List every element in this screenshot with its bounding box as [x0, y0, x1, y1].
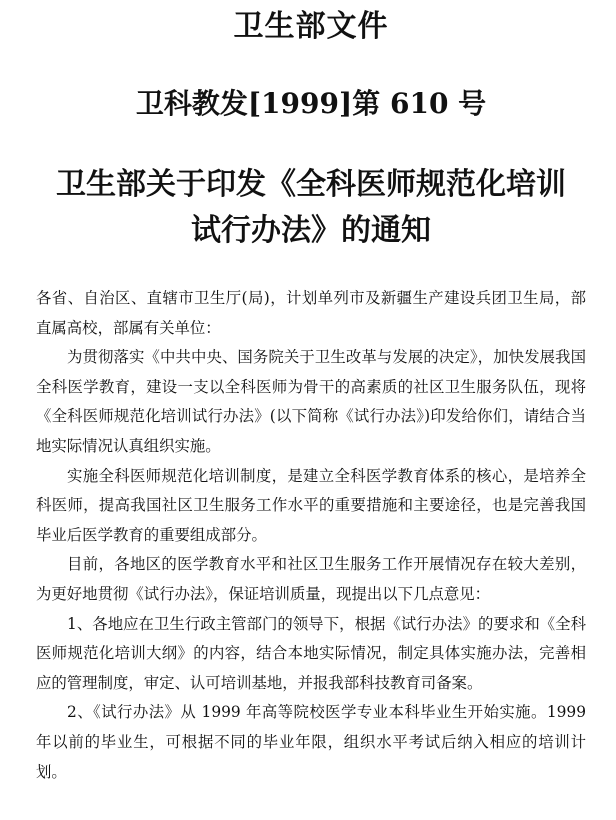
document-body [36, 284, 586, 787]
document-page [0, 8, 616, 820]
title-line: 试行办法》的通知 [191, 213, 431, 248]
document-header [36, 8, 586, 254]
title-line: 卫生部关于印发《全科医师规范化培训 [56, 167, 566, 202]
body-paragraph: 实施全科医师规范化培训制度，是建立全科医学教育体系的核心，是培养全科医师，提高我国社区卫生服务工作水平的重要措施和主要途径，也是完善我国毕业后医学教育的重要组成部分。 [36, 466, 586, 544]
document-title [36, 162, 586, 254]
body-paragraph: 1、各地应在卫生行政主管部门的领导下，根据《试行办法》的要求和《全科医师规范化培训大纲》的内容，结合本地实际情况，制定具体实施办法，完善相应的管理制度，审定、认可培训基地，并报我部科技教育司备案。 [36, 614, 586, 692]
body-paragraph: 为贯彻落实《中共中央、国务院关于卫生改革与发展的决定》，加快发展我国全科医学教育，建设一支以全科医师为骨干的高素质的社区卫生服务队伍，现将《全科医师规范化培训试行办法》(以下简称《试行办法》)印发给你们，请结合当地实际情况认真组织实施。 [36, 348, 586, 455]
issuing-agency: 卫生部文件 [233, 9, 389, 44]
salutation: 各省、自治区、直辖市卫生厅(局)，计划单列市及新疆生产建设兵团卫生局，部直属高校，部属有关单位： [36, 289, 586, 337]
body-paragraph: 目前，各地区的医学教育水平和社区卫生服务工作开展情况存在较大差别，为更好地贯彻《试行办法》，保证培训质量，现提出以下几点意见： [36, 555, 586, 603]
document-number: 卫科教发[1999]第 610 号 [135, 87, 487, 120]
body-paragraph: 2、《试行办法》从 1999 年高等院校医学专业本科毕业生开始实施。1999 年以前的毕业生，可根据不同的毕业年限，组织水平考试后纳入相应的培训计划。 [36, 703, 586, 781]
